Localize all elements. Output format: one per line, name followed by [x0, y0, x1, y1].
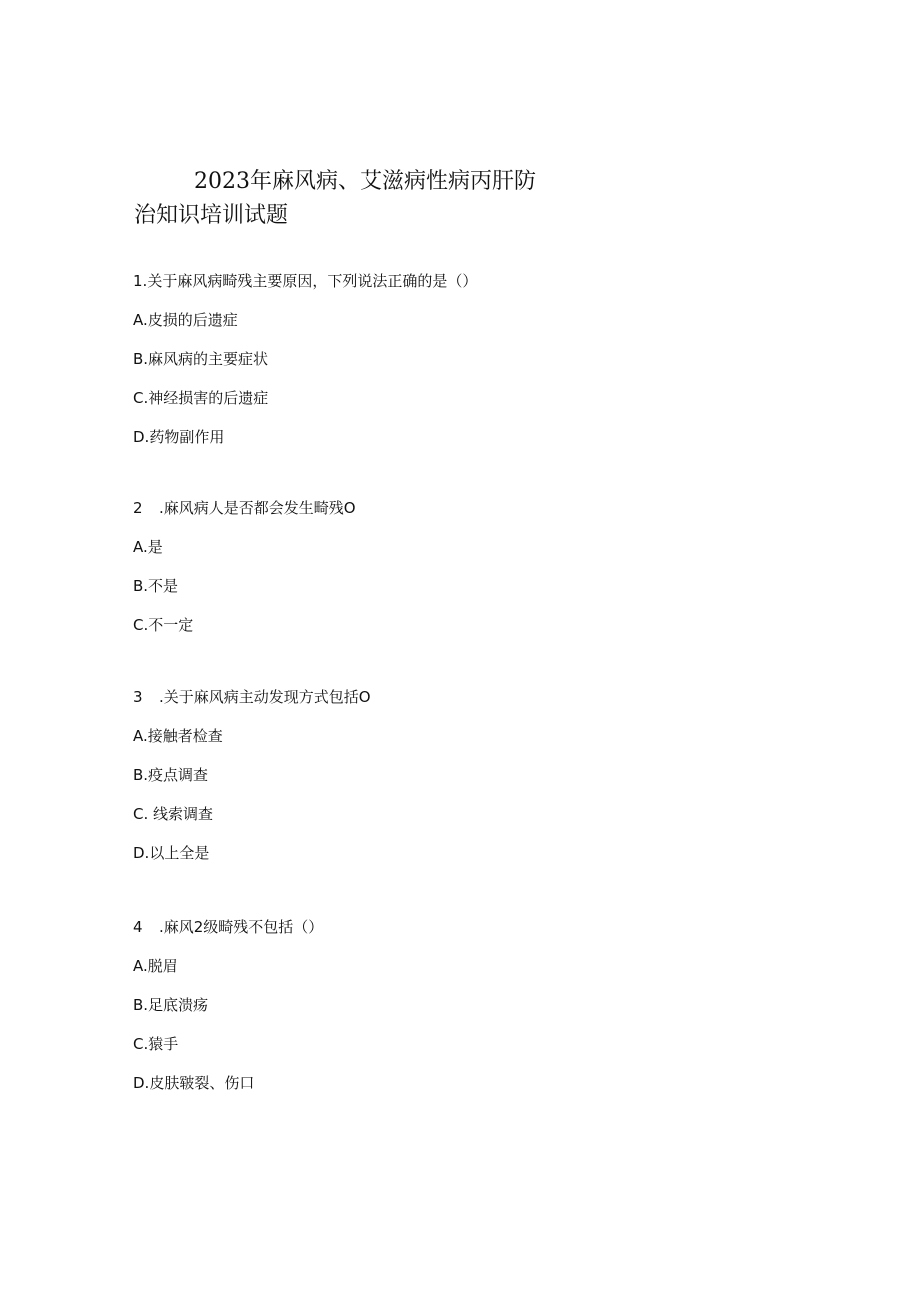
title-line-1: 2023年麻风病、艾滋病性病丙肝防	[194, 169, 536, 194]
question-4-text	[133, 916, 773, 938]
option-d: D.以上全是	[133, 844, 210, 862]
question-number: 1.	[133, 272, 148, 290]
option-c: C.不一定	[133, 616, 194, 634]
question-number: 2	[133, 499, 143, 517]
option-c: C.猿手	[133, 1035, 179, 1053]
question-1-text	[133, 270, 773, 292]
option-d: D.药物副作用	[133, 428, 225, 446]
question-2	[133, 497, 773, 636]
question-stem: .关于麻风病主动发现方式包括O	[159, 688, 371, 706]
option-a: A.皮损的后遗症	[133, 311, 238, 329]
question-stem: .麻风2级畸残不包括（）	[159, 918, 324, 936]
question-1	[133, 270, 773, 448]
question-stem: 关于麻风病畸残主要原因，下列说法正确的是（）	[147, 272, 478, 290]
option-b: B.足底溃疡	[133, 996, 209, 1014]
question-4	[133, 916, 773, 1094]
option-d: D.皮肤皲裂、伤口	[133, 1074, 255, 1092]
option-a: A.脱眉	[133, 957, 178, 975]
option-c: C. 线索调查	[133, 805, 214, 823]
question-number: 3	[133, 688, 143, 706]
question-2-text	[133, 497, 773, 519]
document-title	[134, 165, 594, 233]
question-stem: .麻风病人是否都会发生畸残O	[159, 499, 356, 517]
option-a: A.是	[133, 538, 163, 556]
option-b: B.不是	[133, 577, 179, 595]
option-c: C.神经损害的后遗症	[133, 389, 269, 407]
option-b: B.疫点调查	[133, 766, 209, 784]
title-line-2: 治知识培训试题	[134, 203, 289, 228]
question-3-text	[133, 686, 773, 708]
option-b: B.麻风病的主要症状	[133, 350, 269, 368]
option-a: A.接触者检查	[133, 727, 223, 745]
question-3	[133, 686, 773, 864]
question-number: 4	[133, 918, 143, 936]
